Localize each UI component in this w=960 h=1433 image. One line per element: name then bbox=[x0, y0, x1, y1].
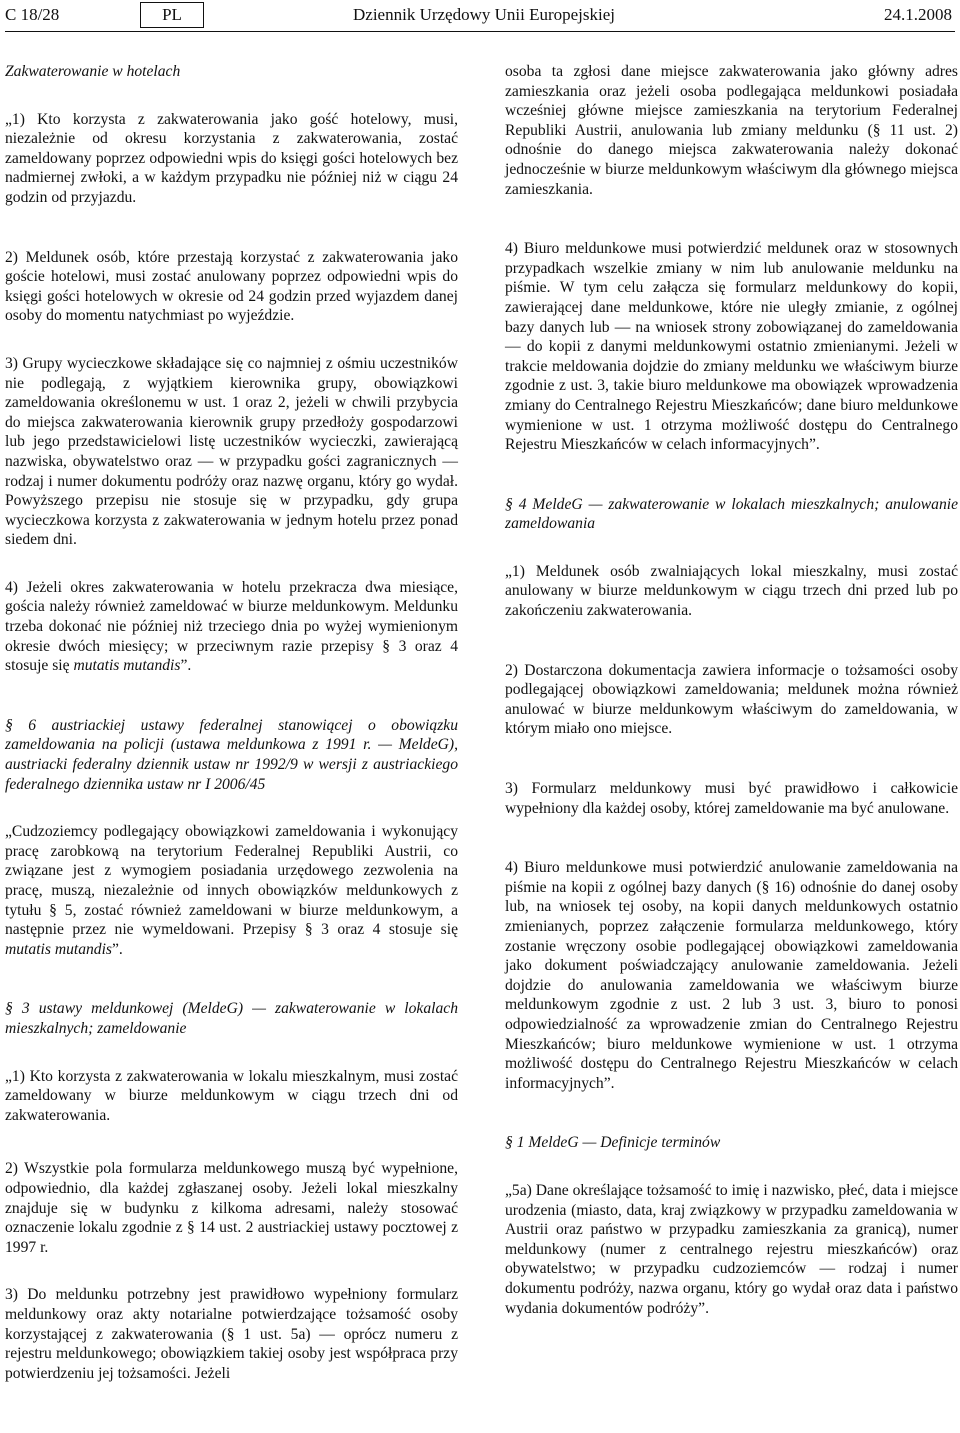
paragraph: 3) Formularz meldunkowy musi być prawidłowo i całkowicie wypełniony dla każdej osoby, której zameldowanie ma być anulowane. bbox=[505, 780, 958, 817]
paragraph-text: „Cudzoziemcy podlegający obowiązkowi zameldowania i wykonujący pracę zarobkową na terytorium Federalnej Republiki Austrii, co związane jest z wymogiem posiadania urzędowego zezwolenia na pracę, muszą, niezależnie od innych obowiązków meldunkowych z tytułu § 5, zostać również zameldowani w biurze meldunkowym, a następnie przez nie wymeldowani. Przepisy § 3 oraz 4 stosuje się bbox=[5, 823, 458, 939]
paragraph: 2) Meldunek osób, które przestają korzystać z zakwaterowania jako goście hotelowi, musi zostać anulowany poprzez odpowiedni wpis do księgi gości hotelowych w okresie od 24 godzin przed wyjazdem danej osoby do momentu natychmiast po wyjeździe. bbox=[5, 248, 458, 325]
header-divider bbox=[5, 31, 955, 32]
paragraph: 3) Do meldunku potrzebny jest prawidłowo wypełniony formularz meldunkowy oraz akty notarialne potwierdzające tożsamość osoby korzystającej z zakwaterowania (§ 1 ust. 5a) — oprócz numeru z rejestru meldunkowego; obowiązkiem takiej osoby jest współpraca przy potwierdzeniu jej tożsamości. Jeżeli bbox=[5, 1286, 458, 1382]
paragraph: 2) Dostarczona dokumentacja zawiera informacje o tożsamości osoby podlegającej obowiązkowi zameldowania; meldunek można również anulować w biurze meldunkowym właściwym do zameldowania, w którym miało ono miejsce. bbox=[505, 661, 958, 738]
page-header bbox=[5, 2, 955, 30]
paragraph-text: ”. bbox=[112, 940, 123, 958]
paragraph: „1) Meldunek osób zwalniających lokal mieszkalny, musi zostać anulowany w biurze meldunkowym w ciągu trzech dni przed lub po zakończeniu zakwaterowania. bbox=[505, 562, 958, 620]
section-heading-law-4: § 4 MeldeG — zakwaterowanie w lokalach mieszkalnych; anulowanie zameldowania bbox=[505, 495, 958, 533]
section-heading-hotels: Zakwaterowanie w hotelach bbox=[5, 63, 181, 80]
paragraph: „1) Kto korzysta z zakwaterowania jako gość hotelowy, musi, niezależnie od okresu korzystania z zakwaterowania, zostać zameldowany poprzez odpowiedni wpis do księgi gości hotelowych bez nadmiernej zwłoki, a w każdym przypadku nie później niż w ciągu 24 godzin od przyjazdu. bbox=[5, 110, 458, 206]
paragraph: 4) Biuro meldunkowe musi potwierdzić anulowanie zameldowania na piśmie na kopii z ogólnej bazy danych (§ 16) odnośnie do danej osoby lub, na wniosek tej osoby, na kopii danych meldunkowych ostatnio zmienianych, poprzez załączenie formularza meldunkowego, który zostanie wręczony osobie podlegającej obowiązkowi zameldowania jako dokument poświadczający anulowanie zameldowania. Jeżeli dojdzie do anulowania zameldowania we właściwym biurze meldunkowym zgodnie z ust. 2 lub 3 ust. 3, biuro to ponosi odpowiedzialność za wprowadzenie zmian do Centralnego Rejestru Mieszkańców; biuro meldunkowe wymienione w ust. 1 otrzyma możliwość dostępu do Centralnego Rejestru Mieszkańców w celach informacyjnych”. bbox=[505, 859, 958, 1092]
latin-term: mutatis mutandis bbox=[5, 940, 113, 958]
paragraph: 2) Wszystkie pola formularza meldunkowego muszą być wypełnione, odpowiednio, dla każdej zgłaszanej osoby. Jeżeli lokal mieszkalny znajduje się w budynku z kilkoma adresami, należy stosować oznaczenie lokalu zgodnie z § 14 ust. 2 austriackiej ustawy pocztowej z 1997 r. bbox=[5, 1160, 458, 1256]
publication-date: 24.1.2008 bbox=[884, 5, 952, 24]
language-code-box: PL bbox=[140, 2, 204, 28]
paragraph: 4) Biuro meldunkowe musi potwierdzić meldunek oraz w stosownych przypadkach wszelkie zmiany w nim lub anulowanie meldunku na piśmie. W tym celu załącza się formularz meldunkowy do kopii, zawierającej dane meldunkowe, które nie uległy zmianie, z ogólnej bazy danych lub — na wniosek strony zobowiązanej do zameldowania — do kopii z danymi meldunkowymi ostatnio zmienianymi. Jeżeli w trakcie meldowania dojdzie do zmiany meldunku we właściwym biurze zgodnie z ust. 3, takie biuro meldunkowe ma obowiązek wprowadzenia zmiany do Centralnego Rejestru Mieszkańców; dane biuro meldunkowe wymienione w ust. 1 otrzyma możliwość dostępu do Centralnego Rejestru Mieszkańców w celach informacyjnych”. bbox=[505, 240, 958, 454]
right-column bbox=[505, 62, 958, 1318]
paragraph: „5a) Dane określające tożsamość to imię i nazwisko, płeć, data i miejsce urodzenia (miasto, data, kraj związkowy w przypadku zameldowania w Austrii oraz państwo w przypadku zamieszkania za granicą), numer meldunkowy (numer z centralnego rejestru mieszkańców) oraz obywatelstwo; w przypadku cudzoziemców — rodzaj i numer dokumentu podróży, nazwa organu, który go wydał oraz data i państwo wydania dokumentów podróży”. bbox=[505, 1181, 958, 1317]
paragraph bbox=[5, 822, 458, 959]
paragraph: 3) Grupy wycieczkowe składające się co najmniej z ośmiu uczestników nie podlegają, z wyjątkiem kierownika grupy, obowiązkowi zameldowania określonemu w ust. 1 oraz 2, jeżeli w chwili przybycia do miejsca zakwaterowania kierownik grupy przedłoży gospodarzowi lub jego przedstawicielowi listę uczestników wycieczki, zawierającą nazwiska, obywatelstwo oraz — w przypadku gości zagranicznych — rodzaj i numer dokumentu podróży oraz nazwę organu, który go wydał. Powyższego przepisu nie stosuje się w przypadku, gdy grupa wycieczkowa korzysta z zakwaterowania w jednym hotelu przez ponad siedem dni. bbox=[5, 354, 458, 549]
left-column bbox=[5, 62, 458, 1383]
page-number: C 18/28 bbox=[5, 5, 60, 24]
latin-term: mutatis mutandis bbox=[73, 657, 181, 675]
journal-title: Dziennik Urzędowy Unii Europejskiej bbox=[353, 5, 616, 24]
paragraph: „1) Kto korzysta z zakwaterowania w lokalu mieszkalnym, musi zostać zameldowany w biurze meldunkowym w ciągu trzech dni od zakwaterowania. bbox=[5, 1067, 458, 1124]
section-heading-definitions: § 1 MeldeG — Definicje terminów bbox=[505, 1134, 721, 1152]
section-heading-law-6: § 6 austriackiej ustawy federalnej stanowiącej o obowiązku zameldowania na policji (ustawa meldunkowa z 1991 r. — MeldeG), austriacki federalny dziennik ustaw nr 1992/9 w wersji z austriackiego federalnego dziennika ustaw nr I 2006/45 bbox=[5, 716, 458, 793]
paragraph: osoba ta zgłosi dane miejsce zakwaterowania jako główny adres zamieszkania oraz jeżeli osoba podlegająca meldunkowi posiadała wcześniej główne miejsce zamieszkania na terytorium Federalnej Republiki Austrii, anulowania lub zmiany meldunku (§ 11 ust. 2) odnośnie do danego miejsca zakwaterowania należy dokonać jednocześnie w biurze meldunkowym właściwym dla głównego miejsca zamieszkania. bbox=[505, 63, 958, 198]
paragraph bbox=[5, 578, 458, 676]
paragraph-text: 4) Jeżeli okres zakwaterowania w hotelu przekracza dwa miesiące, gościa należy również zameldować w biurze meldunkowym. Meldunku trzeba dokonać nie później niż trzeciego dnia po wyżej wymienionym okresie dwóch miesięcy; w przeciwnym razie przepisy § 3 oraz 4 stosuje się bbox=[5, 578, 458, 675]
section-heading-law-3: § 3 ustawy meldunkowej (MeldeG) — zakwaterowanie w lokalach mieszkalnych; zameldowanie bbox=[5, 1000, 458, 1037]
paragraph-text: ”. bbox=[180, 657, 192, 675]
